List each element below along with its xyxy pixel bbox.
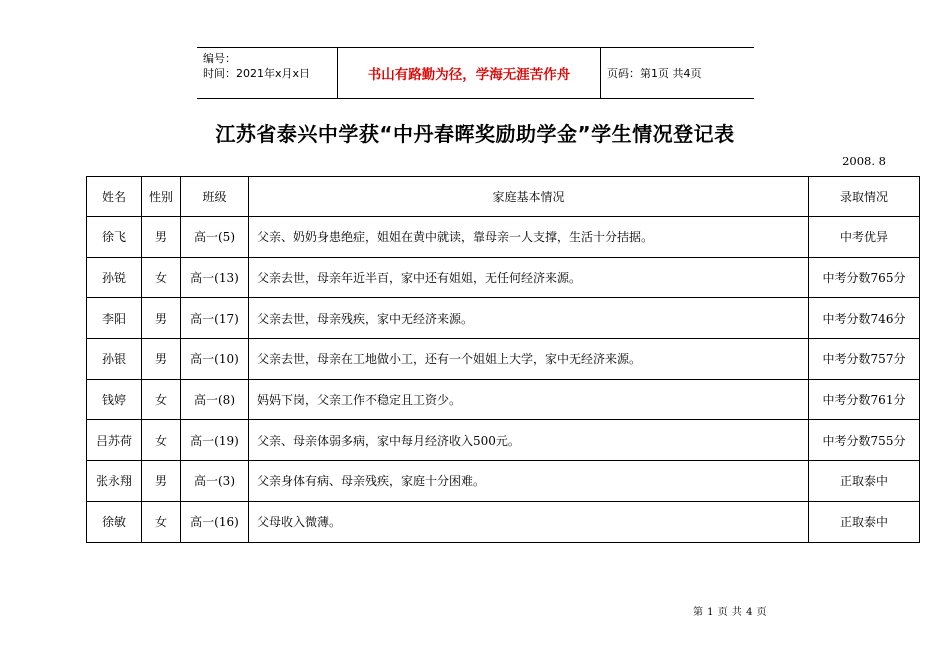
student-gender: 男 [142, 339, 181, 380]
admission-status: 正取泰中 [809, 461, 920, 502]
column-header-admission: 录取情况 [809, 177, 920, 217]
family-situation: 妈妈下岗，父亲工作不稳定且工资少。 [249, 379, 809, 420]
document-time: 时间：2021年x月x日 [203, 67, 311, 80]
student-gender: 男 [142, 461, 181, 502]
student-name: 吕苏荷 [87, 420, 142, 461]
column-header-family: 家庭基本情况 [249, 177, 809, 217]
student-gender: 女 [142, 257, 181, 298]
admission-status: 正取泰中 [809, 501, 920, 542]
family-situation: 父亲、奶奶身患绝症，姐姐在黄中就读，靠母亲一人支撑，生活十分拮据。 [249, 217, 809, 258]
table-row [87, 298, 920, 339]
header-motto: 书山有路勤为径，学海无涯苦作舟 [338, 48, 601, 98]
admission-status: 中考分数765分 [809, 257, 920, 298]
family-situation: 父亲、母亲体弱多病，家中每月经济收入500元。 [249, 420, 809, 461]
column-header-name: 姓名 [87, 177, 142, 217]
student-name: 钱婷 [87, 379, 142, 420]
student-name: 孙银 [87, 339, 142, 380]
table-row [87, 461, 920, 502]
student-gender: 男 [142, 298, 181, 339]
column-header-class: 班级 [181, 177, 249, 217]
student-class: 高一(8) [181, 379, 249, 420]
table-row [87, 217, 920, 258]
student-class: 高一(10) [181, 339, 249, 380]
student-class: 高一(13) [181, 257, 249, 298]
table-row [87, 257, 920, 298]
table-row [87, 501, 920, 542]
student-class: 高一(19) [181, 420, 249, 461]
student-class: 高一(3) [181, 461, 249, 502]
student-name: 孙锐 [87, 257, 142, 298]
student-class: 高一(5) [181, 217, 249, 258]
document-number: 编号： [203, 52, 236, 65]
student-class: 高一(16) [181, 501, 249, 542]
header-page-info: 页码：第1页 共4页 [607, 67, 702, 80]
page-title: 江苏省泰兴中学获“中丹春晖奖励助学金”学生情况登记表 [215, 122, 735, 146]
table-row [87, 379, 920, 420]
admission-status: 中考分数746分 [809, 298, 920, 339]
document-header [197, 47, 754, 99]
admission-status: 中考分数755分 [809, 420, 920, 461]
family-situation: 父亲去世，母亲在工地做小工，还有一个姐姐上大学，家中无经济来源。 [249, 339, 809, 380]
student-gender: 男 [142, 217, 181, 258]
family-situation: 父亲身体有病、母亲残疾，家庭十分困难。 [249, 461, 809, 502]
table-row [87, 420, 920, 461]
admission-status: 中考分数761分 [809, 379, 920, 420]
table-row [87, 339, 920, 380]
family-situation: 父亲去世，母亲残疾，家中无经济来源。 [249, 298, 809, 339]
family-situation: 父母收入微薄。 [249, 501, 809, 542]
student-gender: 女 [142, 379, 181, 420]
admission-status: 中考优异 [809, 217, 920, 258]
registration-table [86, 176, 920, 543]
document-date: 2008. 8 [842, 154, 886, 168]
student-name: 徐敏 [87, 501, 142, 542]
admission-status: 中考分数757分 [809, 339, 920, 380]
header-meta [197, 48, 338, 98]
student-class: 高一(17) [181, 298, 249, 339]
student-name: 徐飞 [87, 217, 142, 258]
student-name: 李阳 [87, 298, 142, 339]
student-gender: 女 [142, 501, 181, 542]
student-gender: 女 [142, 420, 181, 461]
column-header-gender: 性别 [142, 177, 181, 217]
student-name: 张永翔 [87, 461, 142, 502]
page-footer: 第 1 页 共 4 页 [693, 607, 768, 618]
family-situation: 父亲去世，母亲年近半百，家中还有姐姐，无任何经济来源。 [249, 257, 809, 298]
table-header-row [87, 177, 920, 217]
